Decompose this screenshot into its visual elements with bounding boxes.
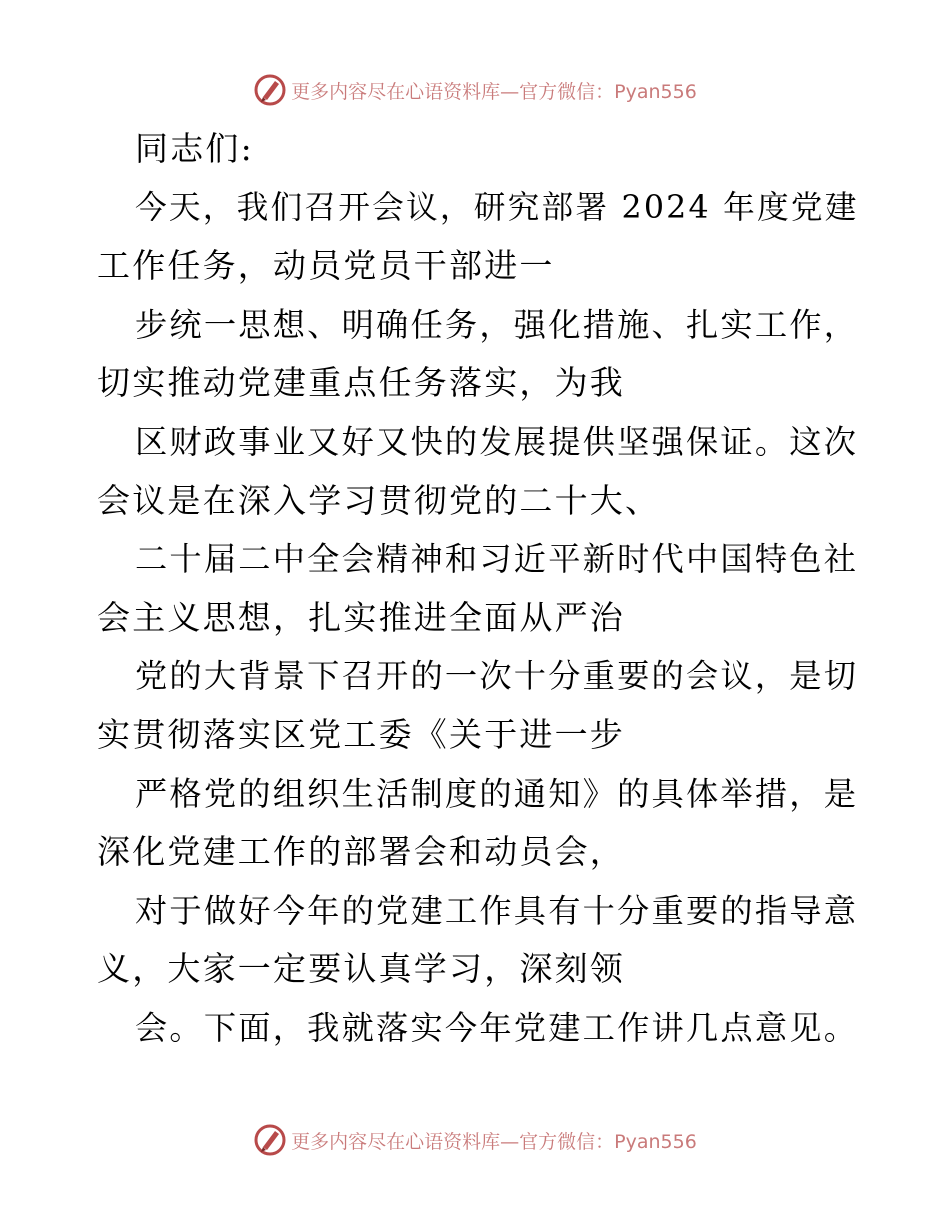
text-line: 二十届二中全会精神和习近平新时代中国特色社 — [135, 540, 859, 579]
text-line: 切实推动党建重点任务落实，为我 — [97, 363, 625, 403]
text-line: 今天，我们召开会议，研究部署 2024 年度党建 — [135, 189, 859, 226]
text-line: 步统一思想、明确任务，强化措施、扎实工作， — [135, 305, 859, 344]
pen-logo-icon — [253, 1123, 287, 1157]
text-line: 义，大家一定要认真学习，深刻领 — [97, 949, 625, 989]
text-line: 深化党建工作的部署会和动员会， — [97, 832, 625, 872]
text-line: 区财政事业又好又快的发展提供坚强保证。这次 — [135, 422, 859, 461]
pen-logo-icon — [253, 73, 287, 107]
text-line: 会。下面，我就落实今年党建工作讲几点意见。 — [135, 1008, 859, 1047]
text-line: 实贯彻落实区党工委《关于进一步 — [97, 714, 625, 754]
footer-watermark — [0, 1120, 950, 1160]
document-body — [97, 120, 857, 1058]
text-line: 会议是在深入学习贯彻党的二十大、 — [97, 480, 661, 520]
text-line: 党的大背景下召开的一次十分重要的会议，是切 — [135, 657, 859, 696]
text-line: 会主义思想，扎实推进全面从严治 — [97, 597, 625, 637]
watermark-text: 更多内容尽在心语资料库—官方微信：Pyan556 — [291, 1130, 697, 1153]
text-line: 严格党的组织生活制度的通知》的具体举措，是 — [135, 774, 859, 813]
watermark-text: 更多内容尽在心语资料库—官方微信：Pyan556 — [291, 80, 697, 103]
text-line: 工作任务，动员党员干部进一 — [97, 246, 555, 286]
text-line: 对于做好今年的党建工作具有十分重要的指导意 — [135, 891, 859, 930]
text-line: 同志们: — [135, 129, 254, 168]
header-watermark — [0, 70, 950, 110]
